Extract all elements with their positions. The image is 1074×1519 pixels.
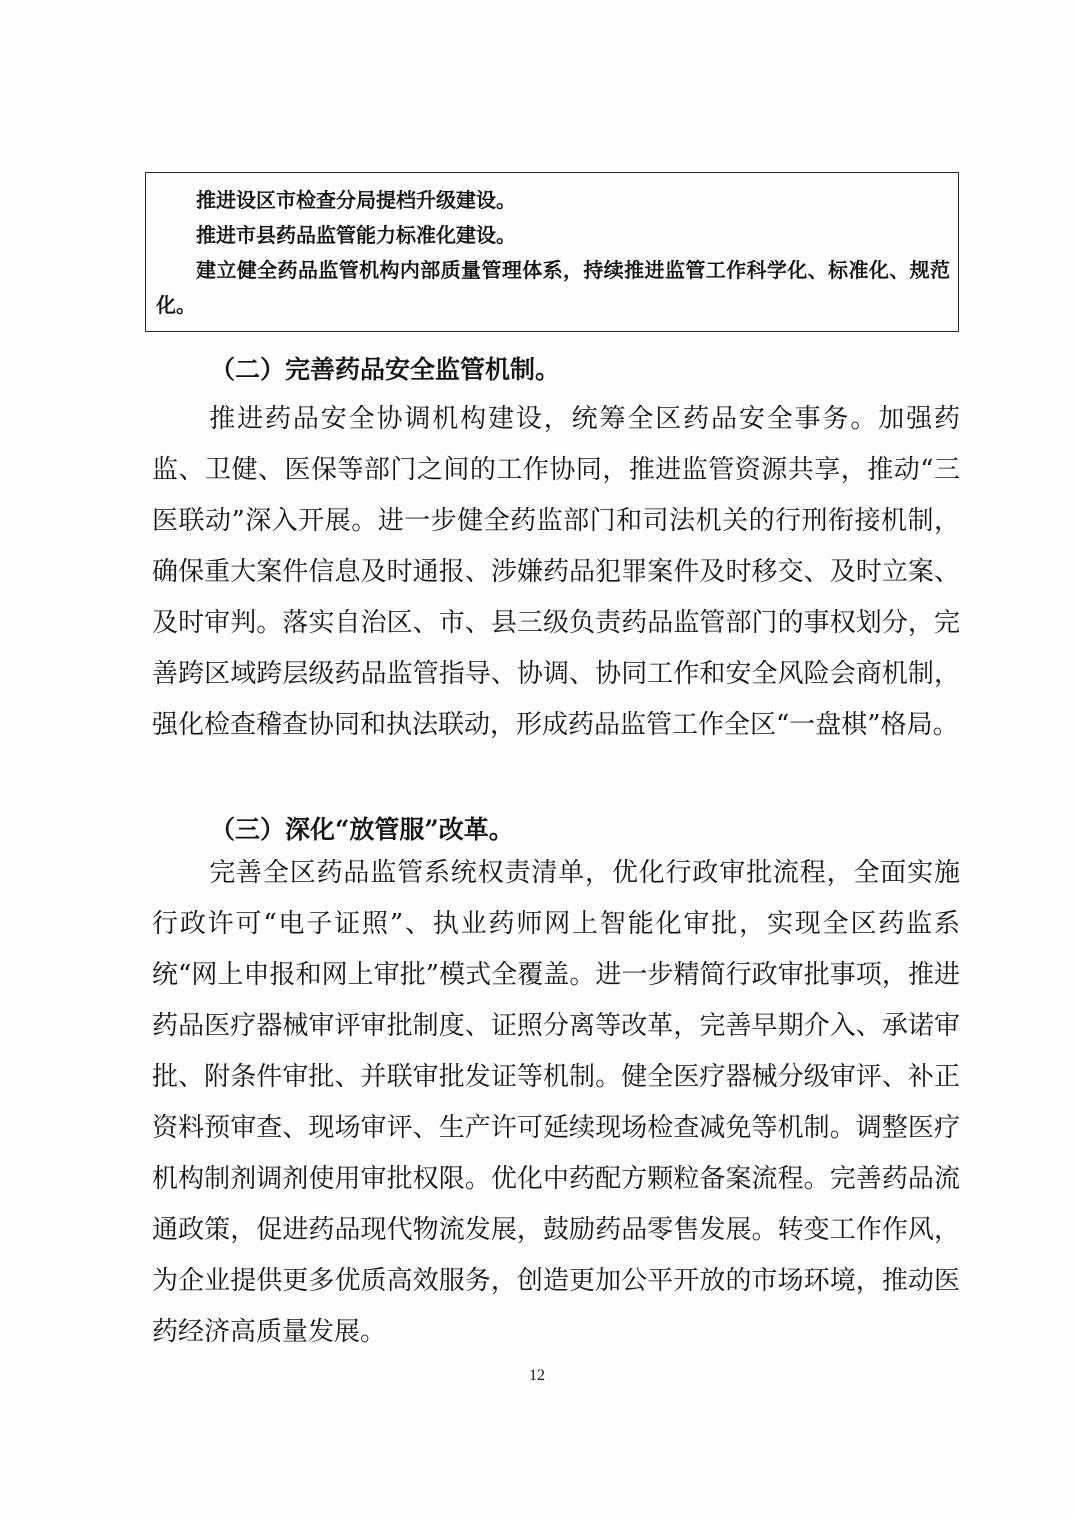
page-number: 12 xyxy=(529,1367,545,1384)
box-line: 推进设区市检查分局提档升级建设。 xyxy=(196,188,516,212)
section-heading: （三）深化“放管服”改革。 xyxy=(210,815,514,844)
box-line: 建立健全药品监管机构内部质量管理体系，持续推进监管工作科学化、标准化、规范化。 xyxy=(156,258,950,317)
section-paragraph: 完善全区药品监管系统权责清单，优化行政审批流程，全面实施行政许可“电子证照”、执业药师网上智能化审批，实现全区药监系统“网上申报和网上审批”模式全覆盖。进一步精简行政审批事项，推进药品医疗器械审评审批制度、证照分离等改革，完善早期介入、承诺审批、附条件审批、并联审批发证等机制。健全医疗器械分级审评、补正资料预审查、现场审评、生产许可延续现场检查减免等机制。调整医疗机构制剂调剂使用审批权限。优化中药配方颗粒备案流程。完善药品流通政策，促进药品现代物流发展，鼓励药品零售发展。转变工作作风，为企业提供更多优质高效服务，创造更加公平开放的市场环境，推动医药经济高质量发展。 xyxy=(152,858,960,1347)
section-paragraph: 推进药品安全协调机构建设，统筹全区药品安全事务。加强药监、卫健、医保等部门之间的工作协同，推进监管资源共享，推动“三医联动”深入开展。进一步健全药监部门和司法机关的行刑衔接机制，确保重大案件信息及时通报、涉嫌药品犯罪案件及时移交、及时立案、及时审判。落实自治区、市、县三级负责药品监管部门的事权划分，完善跨区域跨层级药品监管指导、协调、协同工作和安全风险会商机制，强化检查稽查协同和执法联动，形成药品监管工作全区“一盘棋”格局。 xyxy=(152,404,960,740)
boxed-measures xyxy=(145,172,959,332)
section-heading: （二）完善药品安全监管机制。 xyxy=(210,355,561,384)
box-line: 推进市县药品监管能力标准化建设。 xyxy=(196,223,516,247)
